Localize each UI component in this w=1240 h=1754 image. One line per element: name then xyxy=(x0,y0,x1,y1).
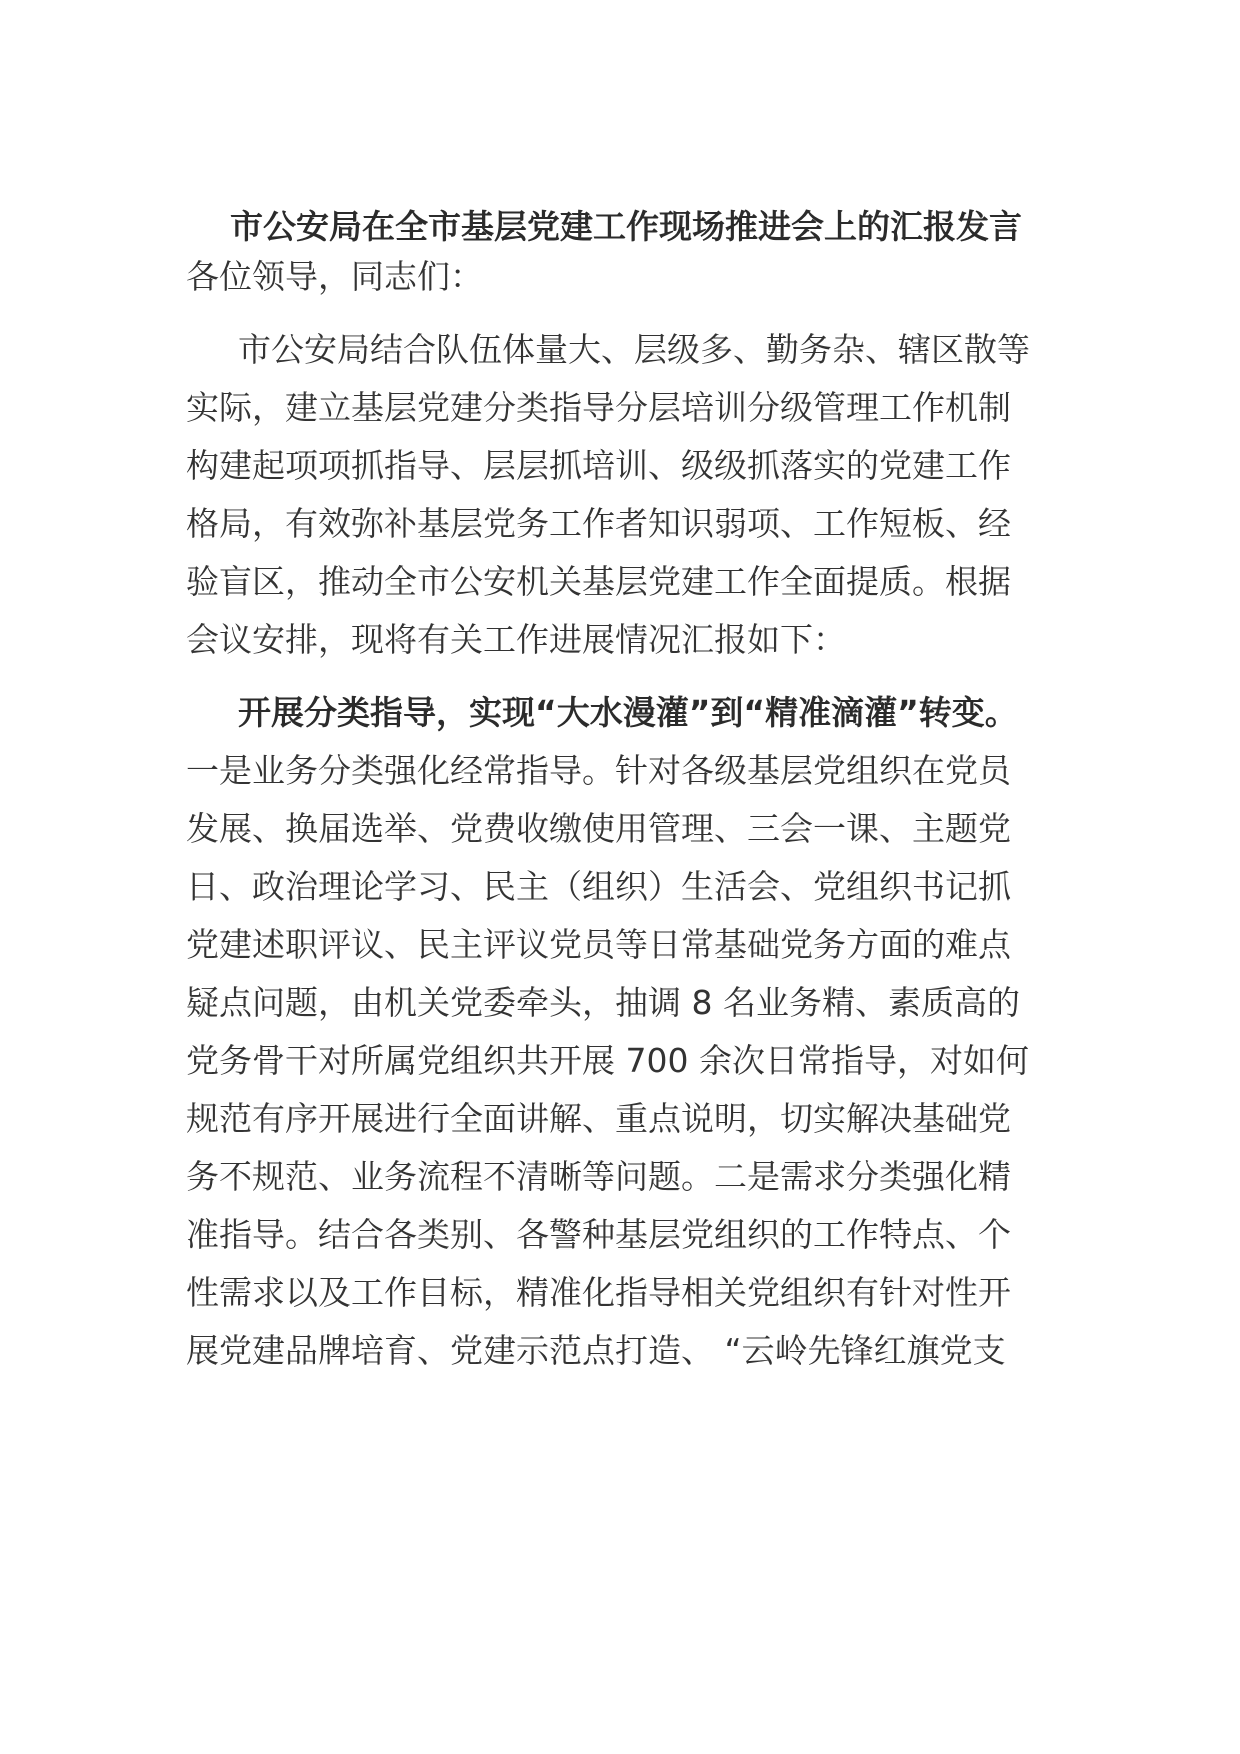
paragraph-line: 务不规范、业务流程不清晰等问题。二是需求分类强化精 xyxy=(186,1157,1011,1196)
paragraph-line: 党建述职评议、民主评议党员等日常基础党务方面的难点 xyxy=(186,925,1011,964)
paragraph-line: 党务骨干对所属党组织共开展 700 余次日常指导，对如何 xyxy=(186,1041,1029,1080)
paragraph-line: 市公安局结合队伍体量大、层级多、勤务杂、辖区散等 xyxy=(238,330,1030,369)
paragraph-line: 格局，有效弥补基层党务工作者知识弱项、工作短板、经 xyxy=(186,504,1011,543)
paragraph-line: 一是业务分类强化经常指导。针对各级基层党组织在党员 xyxy=(186,751,1011,790)
paragraph-line: 验盲区，推动全市公安机关基层党建工作全面提质。根据 xyxy=(186,562,1011,601)
paragraph-line: 疑点问题，由机关党委牵头，抽调 8 名业务精、素质高的 xyxy=(186,983,1020,1022)
paragraph-line: 会议安排，现将有关工作进展情况汇报如下： xyxy=(186,620,846,659)
paragraph-line: 发展、换届选举、党费收缴使用管理、三会一课、主题党 xyxy=(186,809,1011,848)
section-heading: 开展分类指导，实现“大水漫灌”到“精准滴灌”转变。 xyxy=(238,693,1018,732)
paragraph-line: 性需求以及工作目标，精准化指导相关党组织有针对性开 xyxy=(186,1273,1011,1312)
salutation: 各位领导，同志们： xyxy=(186,257,483,296)
paragraph-line: 构建起项项抓指导、层层抓培训、级级抓落实的党建工作 xyxy=(186,446,1011,485)
document-title: 市公安局在全市基层党建工作现场推进会上的汇报发言 xyxy=(230,207,1022,246)
paragraph-line: 规范有序开展进行全面讲解、重点说明，切实解决基础党 xyxy=(186,1099,1011,1138)
paragraph-line: 准指导。结合各类别、各警种基层党组织的工作特点、个 xyxy=(186,1215,1011,1254)
paragraph-line: 展党建品牌培育、党建示范点打造、 “云岭先锋红旗党支 xyxy=(186,1331,1006,1370)
paragraph-line: 实际，建立基层党建分类指导分层培训分级管理工作机制 xyxy=(186,388,1011,427)
paragraph-line: 日、政治理论学习、民主（组织）生活会、党组织书记抓 xyxy=(186,867,1011,906)
